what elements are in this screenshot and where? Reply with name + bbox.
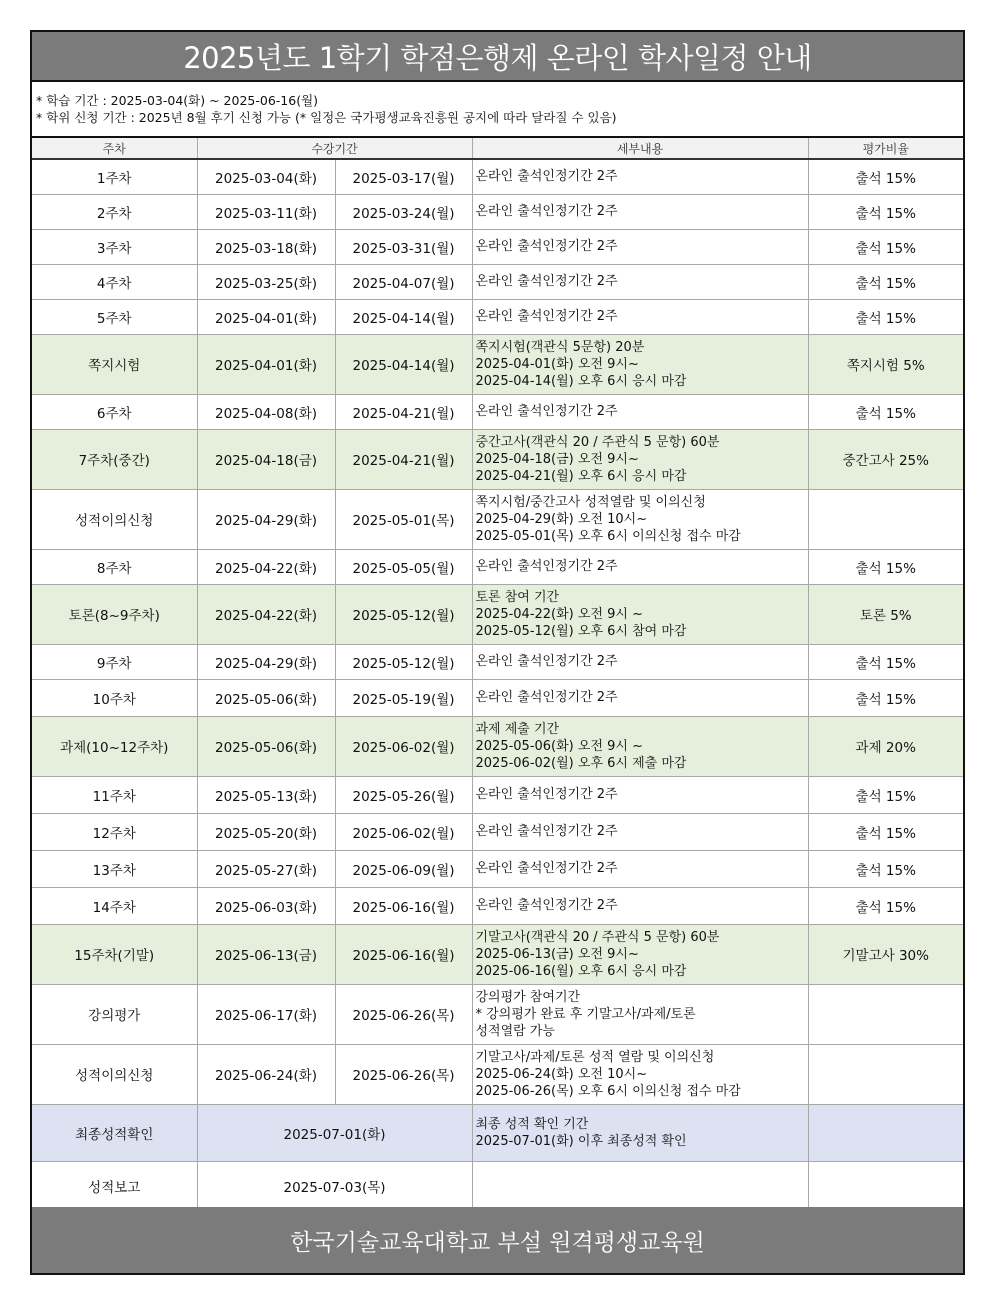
detail-line: 온라인 출석인정기간 2주 bbox=[475, 274, 618, 289]
end-date-cell: 2025-05-05(월) bbox=[335, 549, 472, 584]
page-title: 2025년도 1학기 학점은행제 온라인 학사일정 안내 bbox=[32, 32, 963, 80]
detail-line: 성적열람 가능 bbox=[475, 1023, 555, 1039]
note-study-period: * 학습 기간 : 2025-03-04(화) ~ 2025-06-16(월) bbox=[36, 93, 319, 108]
rate-cell bbox=[808, 1044, 963, 1104]
detail-line: 과제 제출 기간 bbox=[475, 721, 560, 737]
rate-cell: 과제 20% bbox=[808, 716, 963, 776]
week-cell: 1주차 bbox=[32, 159, 197, 194]
start-date-cell: 2025-05-06(화) bbox=[197, 716, 335, 776]
detail-cell bbox=[472, 334, 808, 394]
detail-line: 2025-06-13(금) 오전 9시~ bbox=[475, 946, 639, 962]
detail-line: 온라인 출석인정기간 2주 bbox=[475, 239, 618, 254]
detail-cell bbox=[472, 584, 808, 644]
week-cell: 과제(10~12주차) bbox=[32, 716, 197, 776]
schedule-document bbox=[30, 30, 965, 1275]
note-degree-application: * 학위 신청 기간 : 2025년 8월 후기 신청 가능 (* 일정은 국가평생교육진흥원 공지에 따라 달라질 수 있음) bbox=[36, 110, 617, 125]
week-cell: 토론(8~9주차) bbox=[32, 584, 197, 644]
detail-cell bbox=[472, 1104, 808, 1161]
week-cell: 6주차 bbox=[32, 394, 197, 429]
table-row bbox=[32, 1104, 963, 1161]
table-header-row bbox=[32, 138, 963, 159]
detail-line: 온라인 출석인정기간 2주 bbox=[475, 309, 618, 324]
start-date-cell: 2025-05-13(화) bbox=[197, 776, 335, 813]
detail-cell bbox=[472, 299, 808, 334]
detail-line: 온라인 출석인정기간 2주 bbox=[475, 204, 618, 219]
end-date-cell: 2025-03-17(월) bbox=[335, 159, 472, 194]
start-date-cell: 2025-04-01(화) bbox=[197, 334, 335, 394]
end-date-cell: 2025-03-31(월) bbox=[335, 229, 472, 264]
end-date-cell: 2025-06-16(월) bbox=[335, 887, 472, 924]
header-detail: 세부내용 bbox=[472, 138, 808, 159]
end-date-cell: 2025-05-26(월) bbox=[335, 776, 472, 813]
detail-cell bbox=[472, 644, 808, 679]
week-cell: 쪽지시험 bbox=[32, 334, 197, 394]
rate-cell bbox=[808, 984, 963, 1044]
rate-cell: 출석 15% bbox=[808, 159, 963, 194]
schedule-table bbox=[32, 138, 963, 1212]
date-cell: 2025-07-03(목) bbox=[197, 1161, 472, 1211]
week-cell: 14주차 bbox=[32, 887, 197, 924]
table-row bbox=[32, 1161, 963, 1211]
week-cell: 8주차 bbox=[32, 549, 197, 584]
detail-line: 2025-04-01(화) 오전 9시~ bbox=[475, 356, 639, 372]
header-rate: 평가비율 bbox=[808, 138, 963, 159]
end-date-cell: 2025-06-16(월) bbox=[335, 924, 472, 984]
end-date-cell: 2025-05-12(월) bbox=[335, 584, 472, 644]
end-date-cell: 2025-04-21(월) bbox=[335, 429, 472, 489]
detail-line: 2025-05-06(화) 오전 9시 ~ bbox=[475, 738, 643, 754]
table-row bbox=[32, 679, 963, 716]
table-row bbox=[32, 334, 963, 394]
week-cell: 최종성적확인 bbox=[32, 1104, 197, 1161]
start-date-cell: 2025-06-24(화) bbox=[197, 1044, 335, 1104]
detail-cell bbox=[472, 159, 808, 194]
rate-cell: 출석 15% bbox=[808, 549, 963, 584]
detail-line: 2025-06-16(월) 오후 6시 응시 마감 bbox=[475, 963, 687, 979]
detail-cell bbox=[472, 549, 808, 584]
rate-cell: 출석 15% bbox=[808, 679, 963, 716]
detail-line: 2025-07-01(화) 이후 최종성적 확인 bbox=[475, 1133, 687, 1149]
detail-cell bbox=[472, 679, 808, 716]
detail-line: 온라인 출석인정기간 2주 bbox=[475, 169, 618, 185]
rate-cell: 토론 5% bbox=[808, 584, 963, 644]
start-date-cell: 2025-04-29(화) bbox=[197, 489, 335, 549]
week-cell: 10주차 bbox=[32, 679, 197, 716]
detail-line: 기말고사/과제/토론 성적 열람 및 이의신청 bbox=[475, 1049, 715, 1065]
rate-cell: 출석 15% bbox=[808, 887, 963, 924]
rate-cell: 출석 15% bbox=[808, 776, 963, 813]
detail-line: 2025-04-29(화) 오전 10시~ bbox=[475, 511, 648, 527]
detail-line: 토론 참여 기간 bbox=[475, 589, 560, 605]
rate-cell: 출석 15% bbox=[808, 813, 963, 850]
detail-line: 온라인 출석인정기간 2주 bbox=[475, 861, 618, 876]
end-date-cell: 2025-04-07(월) bbox=[335, 264, 472, 299]
detail-cell bbox=[472, 1161, 808, 1211]
week-cell: 3주차 bbox=[32, 229, 197, 264]
rate-cell: 출석 15% bbox=[808, 194, 963, 229]
rate-cell: 출석 15% bbox=[808, 299, 963, 334]
start-date-cell: 2025-04-01(화) bbox=[197, 299, 335, 334]
end-date-cell: 2025-05-19(월) bbox=[335, 679, 472, 716]
table-row bbox=[32, 887, 963, 924]
detail-line: 2025-06-02(월) 오후 6시 제출 마감 bbox=[475, 755, 687, 771]
table-row bbox=[32, 159, 963, 194]
end-date-cell: 2025-06-02(월) bbox=[335, 813, 472, 850]
rate-cell: 출석 15% bbox=[808, 850, 963, 887]
detail-cell bbox=[472, 716, 808, 776]
detail-line: 중간고사(객관식 20 / 주관식 5 문항) 60분 bbox=[475, 434, 720, 450]
start-date-cell: 2025-05-20(화) bbox=[197, 813, 335, 850]
table-row bbox=[32, 549, 963, 584]
rate-cell: 기말고사 30% bbox=[808, 924, 963, 984]
detail-line: 2025-05-12(월) 오후 6시 참여 마감 bbox=[475, 623, 687, 639]
detail-cell bbox=[472, 194, 808, 229]
detail-line: 최종 성적 확인 기간 bbox=[475, 1116, 589, 1132]
start-date-cell: 2025-06-13(금) bbox=[197, 924, 335, 984]
detail-line: 쪽지시험(객관식 5문항) 20분 bbox=[475, 339, 645, 355]
detail-cell bbox=[472, 887, 808, 924]
end-date-cell: 2025-06-26(목) bbox=[335, 1044, 472, 1104]
table-row bbox=[32, 924, 963, 984]
table-row bbox=[32, 644, 963, 679]
table-row bbox=[32, 194, 963, 229]
header-week: 주차 bbox=[32, 138, 197, 159]
detail-line: 온라인 출석인정기간 2주 bbox=[475, 824, 618, 839]
rate-cell bbox=[808, 1161, 963, 1211]
table-row bbox=[32, 984, 963, 1044]
table-row bbox=[32, 299, 963, 334]
table-row bbox=[32, 584, 963, 644]
week-cell: 7주차(중간) bbox=[32, 429, 197, 489]
detail-line: 온라인 출석인정기간 2주 bbox=[475, 654, 618, 669]
rate-cell: 출석 15% bbox=[808, 229, 963, 264]
table-row bbox=[32, 229, 963, 264]
detail-line: 2025-04-14(월) 오후 6시 응시 마감 bbox=[475, 373, 687, 389]
detail-cell bbox=[472, 264, 808, 299]
detail-line: 온라인 출석인정기간 2주 bbox=[475, 787, 618, 802]
detail-cell bbox=[472, 429, 808, 489]
detail-line: 2025-04-22(화) 오전 9시 ~ bbox=[475, 606, 643, 622]
rate-cell: 출석 15% bbox=[808, 644, 963, 679]
start-date-cell: 2025-03-04(화) bbox=[197, 159, 335, 194]
institution-footer: 한국기술교육대학교 부설 원격평생교육원 bbox=[32, 1207, 963, 1273]
end-date-cell: 2025-04-14(월) bbox=[335, 334, 472, 394]
detail-line: 기말고사(객관식 20 / 주관식 5 문항) 60분 bbox=[475, 929, 720, 945]
week-cell: 강의평가 bbox=[32, 984, 197, 1044]
table-row bbox=[32, 1044, 963, 1104]
week-cell: 9주차 bbox=[32, 644, 197, 679]
end-date-cell: 2025-06-02(월) bbox=[335, 716, 472, 776]
rate-cell bbox=[808, 1104, 963, 1161]
detail-cell bbox=[472, 229, 808, 264]
week-cell: 4주차 bbox=[32, 264, 197, 299]
end-date-cell: 2025-03-24(월) bbox=[335, 194, 472, 229]
table-body bbox=[32, 159, 963, 1211]
date-cell: 2025-07-01(화) bbox=[197, 1104, 472, 1161]
table-row bbox=[32, 850, 963, 887]
table-row bbox=[32, 813, 963, 850]
table-row bbox=[32, 264, 963, 299]
table-row bbox=[32, 716, 963, 776]
start-date-cell: 2025-04-18(금) bbox=[197, 429, 335, 489]
end-date-cell: 2025-05-12(월) bbox=[335, 644, 472, 679]
start-date-cell: 2025-06-03(화) bbox=[197, 887, 335, 924]
week-cell: 13주차 bbox=[32, 850, 197, 887]
detail-cell bbox=[472, 1044, 808, 1104]
notes-section bbox=[32, 80, 963, 138]
detail-cell bbox=[472, 489, 808, 549]
detail-cell bbox=[472, 813, 808, 850]
rate-cell: 출석 15% bbox=[808, 394, 963, 429]
end-date-cell: 2025-04-14(월) bbox=[335, 299, 472, 334]
detail-line: 강의평가 참여기간 bbox=[475, 989, 581, 1005]
week-cell: 11주차 bbox=[32, 776, 197, 813]
table-row bbox=[32, 429, 963, 489]
start-date-cell: 2025-03-25(화) bbox=[197, 264, 335, 299]
start-date-cell: 2025-05-06(화) bbox=[197, 679, 335, 716]
week-cell: 5주차 bbox=[32, 299, 197, 334]
week-cell: 성적이의신청 bbox=[32, 1044, 197, 1104]
start-date-cell: 2025-03-18(화) bbox=[197, 229, 335, 264]
start-date-cell: 2025-05-27(화) bbox=[197, 850, 335, 887]
rate-cell bbox=[808, 489, 963, 549]
start-date-cell: 2025-04-22(화) bbox=[197, 549, 335, 584]
table-row bbox=[32, 776, 963, 813]
detail-line: 쪽지시험/중간고사 성적열람 및 이의신청 bbox=[475, 494, 706, 510]
detail-line: 온라인 출석인정기간 2주 bbox=[475, 559, 618, 574]
detail-line: 온라인 출석인정기간 2주 bbox=[475, 690, 618, 705]
detail-cell bbox=[472, 984, 808, 1044]
detail-cell bbox=[472, 394, 808, 429]
detail-line: 2025-04-21(월) 오후 6시 응시 마감 bbox=[475, 468, 687, 484]
end-date-cell: 2025-04-21(월) bbox=[335, 394, 472, 429]
detail-cell bbox=[472, 924, 808, 984]
start-date-cell: 2025-04-22(화) bbox=[197, 584, 335, 644]
rate-cell: 쪽지시험 5% bbox=[808, 334, 963, 394]
start-date-cell: 2025-04-29(화) bbox=[197, 644, 335, 679]
end-date-cell: 2025-06-09(월) bbox=[335, 850, 472, 887]
detail-line: 온라인 출석인정기간 2주 bbox=[475, 898, 618, 913]
detail-line: 2025-04-18(금) 오전 9시~ bbox=[475, 451, 639, 467]
start-date-cell: 2025-06-17(화) bbox=[197, 984, 335, 1044]
table-row bbox=[32, 489, 963, 549]
detail-cell bbox=[472, 850, 808, 887]
detail-cell bbox=[472, 776, 808, 813]
week-cell: 성적보고 bbox=[32, 1161, 197, 1211]
rate-cell: 출석 15% bbox=[808, 264, 963, 299]
week-cell: 15주차(기말) bbox=[32, 924, 197, 984]
start-date-cell: 2025-03-11(화) bbox=[197, 194, 335, 229]
detail-line: 2025-06-24(화) 오전 10시~ bbox=[475, 1066, 648, 1082]
week-cell: 12주차 bbox=[32, 813, 197, 850]
end-date-cell: 2025-05-01(목) bbox=[335, 489, 472, 549]
detail-line: 2025-05-01(목) 오후 6시 이의신청 접수 마감 bbox=[475, 528, 741, 544]
week-cell: 성적이의신청 bbox=[32, 489, 197, 549]
header-period: 수강기간 bbox=[197, 138, 472, 159]
start-date-cell: 2025-04-08(화) bbox=[197, 394, 335, 429]
week-cell: 2주차 bbox=[32, 194, 197, 229]
detail-line: 2025-06-26(목) 오후 6시 이의신청 접수 마감 bbox=[475, 1083, 741, 1099]
detail-line: 온라인 출석인정기간 2주 bbox=[475, 404, 618, 419]
table-row bbox=[32, 394, 963, 429]
end-date-cell: 2025-06-26(목) bbox=[335, 984, 472, 1044]
rate-cell: 중간고사 25% bbox=[808, 429, 963, 489]
detail-line: * 강의평가 완료 후 기말고사/과제/토론 bbox=[475, 1006, 696, 1022]
